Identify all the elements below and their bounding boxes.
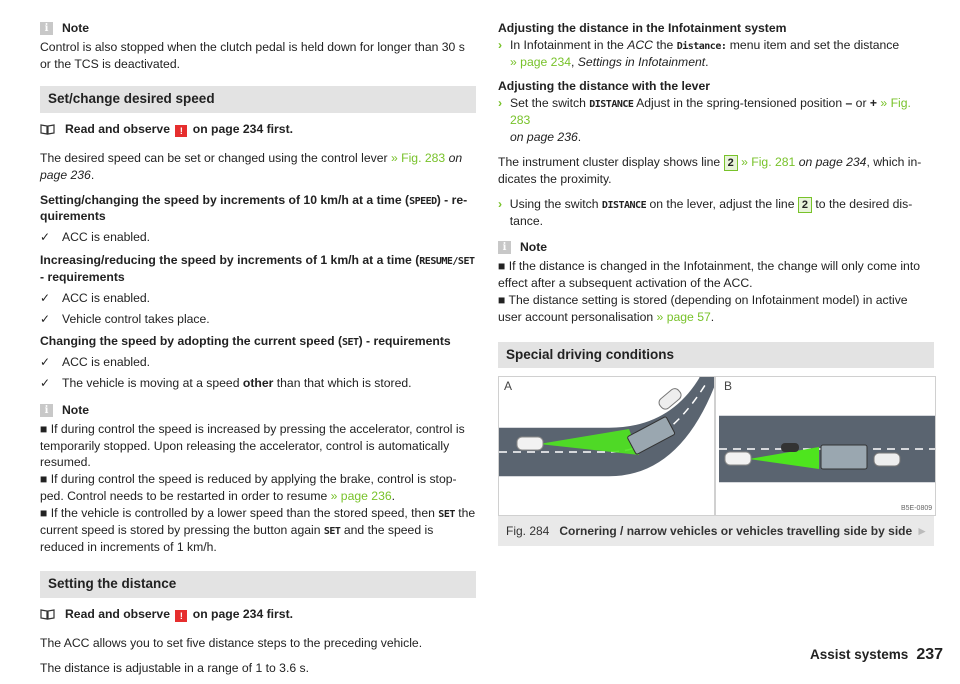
section-heading: Set/change desired speed — [40, 86, 476, 113]
note-heading: i Note — [40, 20, 476, 37]
key-label: DISTANCE — [601, 199, 647, 211]
subheading: Adjusting the distance in the Infotainment system — [498, 21, 787, 35]
subheading: Adjusting the distance with the lever — [498, 79, 710, 94]
check-icon: ✓ — [40, 355, 51, 370]
chevron-right-icon: › — [498, 37, 503, 52]
ego-car — [517, 437, 543, 450]
note-heading: i Note — [498, 239, 934, 256]
key-label: SPEED — [409, 195, 437, 207]
note-bullet: ■ If during control the speed is increased by pressing the accelerator, control is temporarily stopped. Upon releasing the accelerator, control is automatically resumed. — [40, 421, 465, 470]
motorcycle — [781, 443, 799, 452]
fig-link[interactable]: » Fig. 283 — [509, 96, 911, 128]
chevron-right-icon: › — [498, 196, 503, 211]
info-icon: i — [40, 404, 53, 417]
note-bullet: ■ The distance setting is stored (depending on Infotainment model) in active user account personalisation » page 57. — [498, 292, 908, 324]
requirement-heading: Increasing/reducing the speed by increments of 1 km/h at a time (RESUME/SET - requirements — [40, 253, 475, 284]
line-number-badge: 2 — [798, 197, 812, 213]
instruction-item: › In Infotainment in the ACC the Distance: menu item and set the distance » page 234, Settings in Infotainment. — [498, 37, 900, 69]
info-icon: i — [40, 22, 53, 35]
note-heading: i Note — [40, 402, 476, 419]
panel-label: A — [504, 379, 513, 394]
line-number-badge: 2 — [724, 155, 738, 171]
check-icon: ✓ — [40, 290, 51, 305]
check-icon: ✓ — [40, 311, 51, 326]
note-text: Control is also stopped when the clutch pedal is held down for longer than 30 s or the TCS is deactivated. — [40, 39, 465, 71]
note-bullet: ■ If the distance is changed in the Infotainment, the change will only come into effect after a subsequent activation of the ACC. — [498, 259, 920, 291]
read-and-observe: Read and observe ! on page 234 first. — [40, 606, 476, 623]
paragraph: The desired speed can be set or changed using the control lever » Fig. 283 on page 236. — [40, 150, 463, 182]
check-item: ✓ ACC is enabled. — [40, 355, 151, 370]
paragraph: The instrument cluster display shows line 2 » Fig. 281 on page 234, which in-dicates the proximity. — [498, 154, 922, 186]
figure — [498, 376, 936, 516]
key-label: RESUME/SET — [419, 256, 475, 268]
key-label: SET — [438, 508, 455, 520]
section-heading: Special driving conditions — [498, 342, 934, 369]
figure-caption: Fig. 284 Cornering / narrow vehicles or vehicles travelling side by side ► — [498, 516, 934, 546]
fig-link[interactable]: » Fig. 281 — [741, 154, 796, 169]
page-footer — [810, 644, 943, 666]
check-item: ✓ The vehicle is moving at a speed other than that which is stored. — [40, 376, 412, 391]
read-and-observe: Read and observe ! on page 234 first. — [40, 121, 476, 138]
fig-link[interactable]: » Fig. 283 — [390, 150, 446, 165]
info-icon: i — [498, 241, 511, 254]
book-icon — [40, 609, 55, 620]
figure-illustration — [499, 377, 935, 515]
requirement-heading: Setting/changing the speed by increments of 10 km/h at a time (SPEED) - re-quirements — [40, 192, 468, 224]
section-heading: Setting the distance — [40, 571, 476, 598]
book-icon — [40, 124, 55, 135]
left-column — [40, 20, 476, 684]
instruction-item: › Using the switch DISTANCE on the lever, adjust the line 2 to the desired dis-tance. — [498, 196, 913, 228]
check-icon: ✓ — [40, 376, 51, 391]
warning-icon: ! — [175, 610, 187, 622]
truck — [821, 445, 867, 469]
right-column — [498, 20, 934, 546]
requirement-heading: Changing the speed by adopting the current speed (SET) - requirements — [40, 334, 451, 349]
page-link[interactable]: » page 234 — [510, 54, 571, 69]
figure-code: B5E-0809 — [901, 505, 933, 513]
footer-section: Assist systems — [810, 646, 909, 662]
check-item: ✓ ACC is enabled. — [40, 290, 151, 305]
key-label: SET — [323, 525, 341, 537]
panel-label: B — [724, 379, 733, 394]
key-label: DISTANCE — [589, 99, 634, 111]
chevron-right-icon: › — [498, 96, 503, 111]
key-label: Distance: — [676, 40, 727, 52]
car — [874, 453, 900, 466]
page-link[interactable]: » page 57 — [656, 309, 711, 324]
note-bullet: ■ If the vehicle is controlled by a lower speed than the stored speed, then SET the current speed is stored by pressing the button again SET and the speed is reduced in increments of 1 km/h. — [40, 505, 476, 554]
chevron-right-icon: ► — [916, 523, 928, 538]
check-icon: ✓ — [40, 230, 51, 245]
warning-icon: ! — [175, 125, 187, 137]
page-number: 237 — [916, 646, 944, 663]
instruction-item: › Set the switch DISTANCE Adjust in the spring-tensioned position – or + » Fig. 283 on page 236. — [498, 96, 911, 144]
check-item: ✓ ACC is enabled. — [40, 230, 151, 245]
note-bullet: ■ If during control the speed is reduced by applying the brake, control is stop-ped. Control needs to be restarted in order to resume » page 236. — [40, 472, 457, 504]
page-link[interactable]: » page 236 — [330, 489, 392, 504]
paragraph: The distance is adjustable in a range of 1 to 3.6 s. — [40, 660, 309, 675]
ego-car — [725, 452, 751, 465]
paragraph: The ACC allows you to set five distance steps to the preceding vehicle. — [40, 635, 423, 650]
note-bullets — [40, 421, 476, 556]
key-label: SET — [342, 337, 359, 349]
check-item: ✓ Vehicle control takes place. — [40, 311, 210, 326]
